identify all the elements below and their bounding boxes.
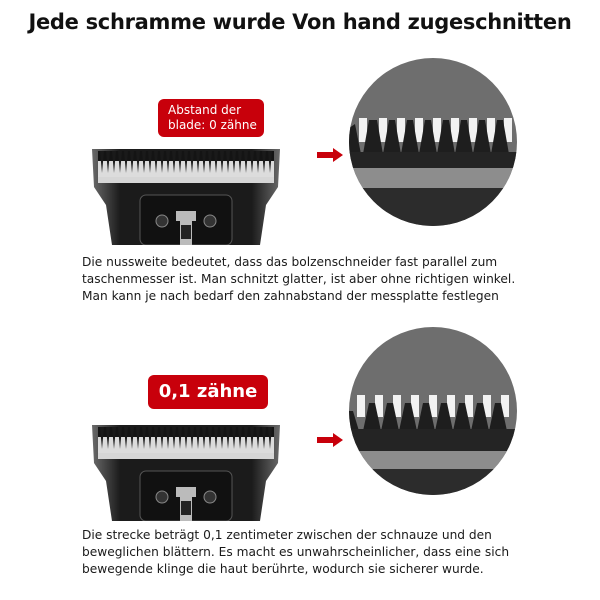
description-0-teeth: Die nussweite bedeutet, dass das bolzenschneider fast parallel zum taschenmesser ist. Man schnitzt glatter, ist aber ohne richtigen winkel. Man kann je nach bedarf den zahnabstand der messplatte festlegen [82, 255, 516, 303]
blade-teeth-closeup-icon [349, 58, 517, 226]
trimmer-blade-icon [88, 147, 284, 245]
arrow-right-icon [317, 148, 343, 162]
description-01-teeth: Die strecke beträgt 0,1 zentimeter zwischen der schnauze und den beweglichen blättern. Es macht es unwahrscheinlicher, dass eine sich bewegende klinge die haut berührte, wodurch sie sicherer wurde. [82, 528, 510, 576]
arrow-right-icon [317, 433, 343, 447]
badge-line-1: Abstand der [168, 103, 242, 117]
badge-line-2: blade: 0 zähne [168, 118, 257, 132]
page-title: Jede schramme wurde Von hand zugeschnitten [28, 10, 572, 34]
blade-teeth-closeup-icon [349, 327, 517, 495]
trimmer-blade-icon [88, 423, 284, 521]
gap-badge-01-teeth: 0,1 zähne [148, 375, 268, 409]
gap-badge-0-teeth [158, 99, 264, 137]
